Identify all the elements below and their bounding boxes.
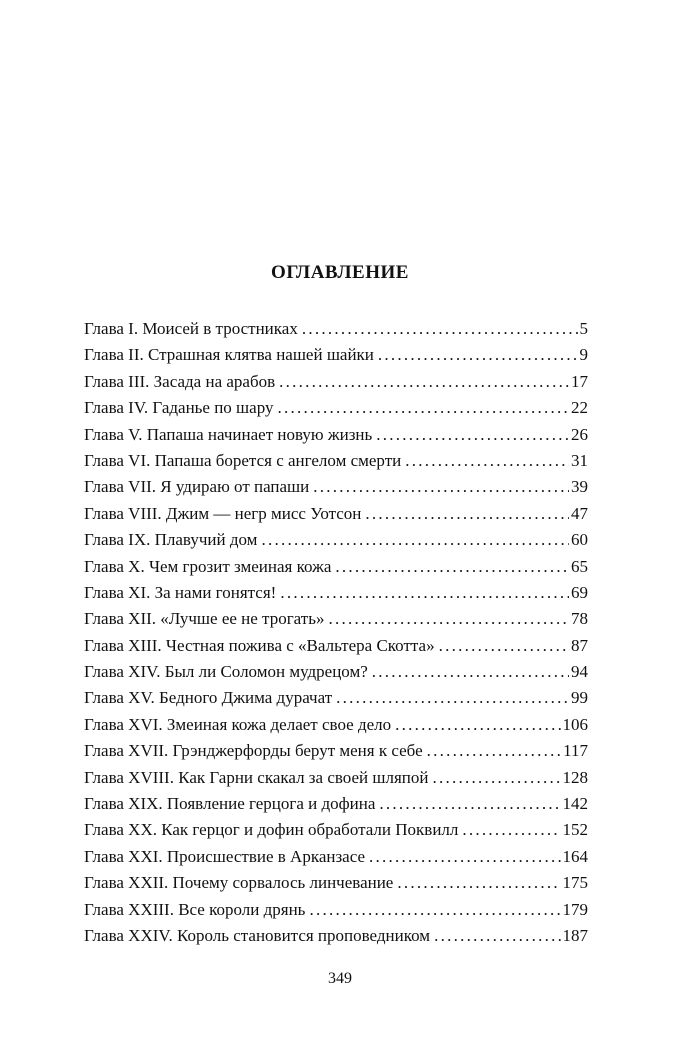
toc-leader-dots xyxy=(279,369,569,395)
toc-leader-dots xyxy=(261,527,569,553)
toc-entry-title: Глава IV. Гаданье по шару xyxy=(84,398,274,418)
toc-entry-page: 117 xyxy=(563,741,588,761)
toc-entry xyxy=(84,369,588,395)
toc-entry xyxy=(84,580,588,606)
toc-entry xyxy=(84,395,588,421)
toc-entry-title: Глава XXIII. Все короли дрянь xyxy=(84,899,306,919)
toc-entry xyxy=(84,474,588,500)
toc-entry-page: 65 xyxy=(571,556,588,576)
toc-entry xyxy=(84,554,588,580)
toc-entry-title: Глава XIII. Честная пожива с «Вальтера Скотта» xyxy=(84,635,435,655)
toc-entry-page: 78 xyxy=(571,609,588,629)
toc-entry xyxy=(84,923,588,949)
toc-entry xyxy=(84,897,588,923)
toc-leader-dots xyxy=(335,554,569,580)
toc-entry-page: 87 xyxy=(571,635,588,655)
toc-entry-title: Глава XIX. Появление герцога и дофина xyxy=(84,794,376,814)
toc-leader-dots xyxy=(280,580,569,606)
toc-entry xyxy=(84,422,588,448)
toc-entry-title: Глава VIII. Джим — негр мисс Уотсон xyxy=(84,503,362,523)
toc-entry-page: 106 xyxy=(562,714,588,734)
toc-leader-dots xyxy=(328,606,569,632)
table-of-contents xyxy=(84,316,588,949)
toc-leader-dots xyxy=(302,316,578,342)
toc-entry-page: 128 xyxy=(562,767,588,787)
toc-leader-dots xyxy=(397,870,560,896)
toc-entry-title: Глава XIV. Был ли Соломон мудрецом? xyxy=(84,662,368,682)
toc-entry-page: 60 xyxy=(571,530,588,550)
toc-entry-title: Глава VI. Папаша борется с ангелом смерти xyxy=(84,450,402,470)
toc-entry xyxy=(84,738,588,764)
toc-entry-page: 94 xyxy=(571,662,588,682)
toc-heading: ОГЛАВЛЕНИЕ xyxy=(271,262,409,283)
toc-entry xyxy=(84,685,588,711)
toc-entry xyxy=(84,659,588,685)
toc-leader-dots xyxy=(313,474,569,500)
toc-entry-title: Глава XVI. Змеиная кожа делает свое дело xyxy=(84,714,392,734)
toc-entry-page: 26 xyxy=(571,424,588,444)
toc-leader-dots xyxy=(365,501,569,527)
toc-leader-dots xyxy=(378,342,578,368)
toc-entry xyxy=(84,501,588,527)
toc-entry-page: 22 xyxy=(571,398,588,418)
toc-leader-dots xyxy=(432,765,560,791)
toc-entry-page: 69 xyxy=(571,582,588,602)
toc-entry-page: 187 xyxy=(562,925,588,945)
toc-entry-page: 47 xyxy=(571,503,588,523)
toc-entry-title: Глава II. Страшная клятва нашей шайки xyxy=(84,345,374,365)
toc-entry-page: 142 xyxy=(562,794,588,814)
toc-entry-title: Глава III. Засада на арабов xyxy=(84,371,276,391)
toc-entry xyxy=(84,712,588,738)
toc-entry-title: Глава XII. «Лучше ее не трогать» xyxy=(84,609,325,629)
toc-entry-title: Глава XXII. Почему сорвалось линчевание xyxy=(84,873,394,893)
toc-entry-page: 31 xyxy=(571,450,588,470)
toc-entry-title: Глава X. Чем грозит змеиная кожа xyxy=(84,556,332,576)
toc-entry-page: 99 xyxy=(571,688,588,708)
toc-entry-page: 179 xyxy=(562,899,588,919)
toc-leader-dots xyxy=(439,633,569,659)
toc-leader-dots xyxy=(369,844,560,870)
toc-leader-dots xyxy=(462,817,560,843)
toc-entry-title: Глава XX. Как герцог и дофин обработали Поквилл xyxy=(84,820,459,840)
toc-entry-title: Глава V. Папаша начинает новую жизнь xyxy=(84,424,373,444)
toc-entry-page: 17 xyxy=(571,371,588,391)
toc-entry xyxy=(84,448,588,474)
toc-leader-dots xyxy=(336,685,569,711)
toc-entry xyxy=(84,527,588,553)
toc-entry xyxy=(84,606,588,632)
toc-leader-dots xyxy=(372,659,569,685)
toc-entry-title: Глава XXIV. Король становится проповедником xyxy=(84,925,431,945)
toc-leader-dots xyxy=(277,395,569,421)
toc-entry-page: 9 xyxy=(579,345,588,365)
toc-entry-page: 5 xyxy=(579,319,588,338)
toc-entry xyxy=(84,316,588,342)
toc-entry-title: Глава IX. Плавучий дом xyxy=(84,530,258,550)
toc-entry xyxy=(84,633,588,659)
toc-entry-title: Глава XVII. Грэнджерфорды берут меня к себе xyxy=(84,741,423,761)
toc-leader-dots xyxy=(405,448,569,474)
page-number: 349 xyxy=(328,970,352,987)
toc-leader-dots xyxy=(427,738,561,764)
toc-entry-page: 152 xyxy=(562,820,588,840)
toc-leader-dots xyxy=(376,422,569,448)
toc-entry xyxy=(84,765,588,791)
toc-entry-title: Глава XVIII. Как Гарни скакал за своей шляпой xyxy=(84,767,429,787)
toc-entry xyxy=(84,870,588,896)
toc-entry-title: Глава XXI. Происшествие в Арканзасе xyxy=(84,846,366,866)
toc-entry-page: 39 xyxy=(571,477,588,497)
toc-entry xyxy=(84,342,588,368)
toc-entry xyxy=(84,791,588,817)
toc-leader-dots xyxy=(434,923,560,949)
toc-leader-dots xyxy=(395,712,560,738)
toc-entry xyxy=(84,817,588,843)
toc-entry-title: Глава XV. Бедного Джима дурачат xyxy=(84,688,333,708)
toc-entry-title: Глава I. Моисей в тростниках xyxy=(84,319,298,338)
toc-entry-page: 175 xyxy=(562,873,588,893)
toc-leader-dots xyxy=(309,897,560,923)
toc-entry xyxy=(84,844,588,870)
toc-entry-page: 164 xyxy=(562,846,588,866)
toc-entry-title: Глава VII. Я удираю от папаши xyxy=(84,477,310,497)
toc-entry-title: Глава XI. За нами гонятся! xyxy=(84,582,277,602)
toc-leader-dots xyxy=(379,791,560,817)
